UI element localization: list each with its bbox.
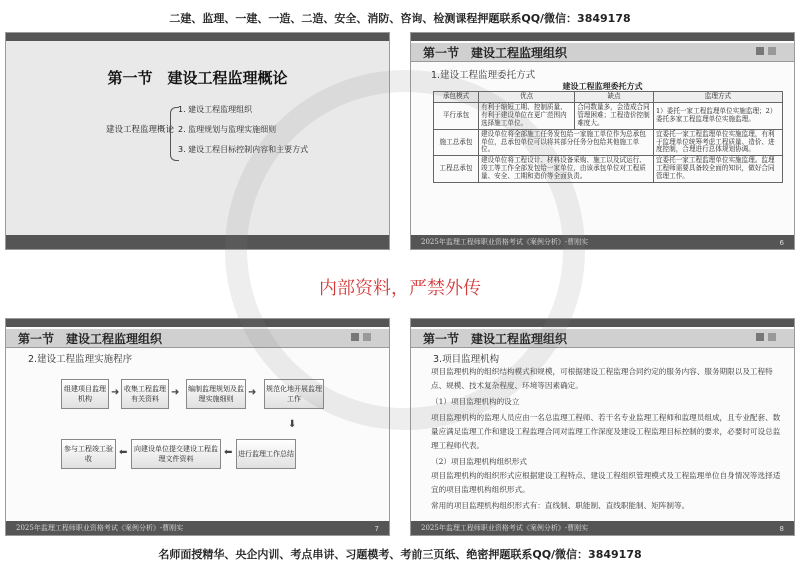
subtitle: 1.建设工程监理委托方式 [431,70,536,81]
slide-footer: 2025年监理工程师职业资格考试《案例分析》-曹刚实 [421,238,589,246]
flow-step: 进行监理工作总结 [236,439,296,469]
table-cell: 建设单位将工程设计、材料设备采购、施工以及试运行、竣工等工作全部发包给一家单位，由该承包单位对工程质量、安全、工期和造价等全面负责。 [479,156,654,183]
table-caption: 建设工程监理委托方式 [562,82,643,91]
table-cell: 宜委托一家工程监理单位实施监理，有利于监理单位统筹考虑工程质量、造价、进度控制，合理进行总体规划协调。 [653,129,782,156]
section-title: 第一节 建设工程监理组织 [18,332,163,346]
section-title: 第一节 建设工程监理组织 [423,46,568,60]
slide-top-band [411,319,794,327]
table-header: 承包模式 [434,92,479,103]
page-number: 7 [374,525,379,533]
paragraph: （2）项目监理机构组织形式 [431,457,527,466]
decor-square [756,333,764,341]
section-header [6,329,389,348]
table-cell: 有利于缩短工期、控制质量、有利于建设单位在更广范围内选择施工单位。 [479,102,575,129]
decor-square [768,333,776,341]
section-header [411,43,794,62]
footer-banner: 名师面授精华、央企内训、考点串讲、习题模考、考前三页纸、绝密押题联系QQ/微信：3849178 [158,548,642,561]
flow-step: 组建项目监理机构 [61,379,109,409]
topic-item: 2. 监理规划与监理实施细则 [178,125,277,134]
paragraph: 常用的项目监理机构组织形式有：直线制、职能制、直线职能制、矩阵制等。 [431,501,690,510]
slide-top-band [6,33,389,41]
commission-table [433,91,783,183]
table-cell: 合同数量多，会造成合同管理困难；工程造价控制难度大。 [575,102,654,129]
subtitle: 2.建设工程监理实施程序 [28,354,133,365]
table-header: 优点 [479,92,575,103]
flow-step: 规范化地开展监理工作 [264,379,324,409]
paragraph: 项目监理机构的组织结构模式和规模，可根据建设工程监理合同约定的服务内容、服务期限以及工程特点、规模、技术复杂程度、环境等因素确定。 [431,367,773,390]
table-row [434,102,783,129]
slide-footer: 2025年监理工程师职业资格考试《案例分析》-曹刚实 [16,524,184,532]
table-cell: 平行承包 [434,102,479,129]
decor-square [756,47,764,55]
paragraph: 项目监理机构的组织形式应根据建设工程特点、建设工程组织管理模式及工程监理单位自身情况等选择适宜的项目监理机构组织形式。 [431,471,781,494]
slide-bottom-band [6,235,389,249]
confidential-notice: 内部资料，严禁外传 [319,278,481,299]
slide-title: 第一节 建设工程监理概论 [107,69,288,87]
table-header: 监理方式 [653,92,782,103]
table-header: 缺点 [575,92,654,103]
subtitle: 3.项目监理机构 [433,354,500,365]
topic-item: 3. 建设工程目标控制内容和主要方式 [178,145,309,154]
page-number: 8 [779,525,784,533]
page-number: 6 [779,239,784,247]
decor-square [768,47,776,55]
decor-square [351,333,359,341]
table-header-row [434,92,783,103]
slide-4 [410,318,795,536]
slide-footer: 2025年监理工程师职业资格考试《案例分析》-曹刚实 [421,524,589,532]
arrow-right-icon: ➜ [171,387,180,398]
table-row [434,156,783,183]
arrow-left-icon: ⬅ [119,447,128,458]
flow-step: 收集工程监理有关资料 [121,379,169,409]
topic-label: 建设工程监理概论 [106,125,175,135]
slide-top-band [6,319,389,327]
flow-step: 参与工程竣工验收 [61,439,116,469]
section-header [411,329,794,348]
flow-step: 向建设单位提交建设工程监理文件资料 [131,439,221,469]
table-cell: 工程总承包 [434,156,479,183]
decor-square [363,333,371,341]
section-title: 第一节 建设工程监理组织 [423,332,568,346]
table-cell: 1）委托一家工程监理单位实施监理；2）委托多家工程监理单位实施监理。 [653,102,782,129]
table-row [434,129,783,156]
table-cell: 宜委托一家工程监理单位实施监理。监理工程师需要具备较全面的知识，做好合同管理工作。 [653,156,782,183]
paragraph: （1）项目监理机构的设立 [431,397,520,406]
arrow-left-icon: ⬅ [224,447,233,458]
slide-3 [5,318,390,536]
slide-2 [410,32,795,250]
slide-1 [5,32,390,250]
table-cell: 施工总承包 [434,129,479,156]
slide-top-band [411,33,794,41]
paragraph: 项目监理机构的监理人员应由一名总监理工程师、若干名专业监理工程师和监理员组成，且专业配套、数量应满足监理工作和建设工程监理合同对监理工作深度及建设工程监理目标控制的要求，必要时可设总监理工程师代表。 [431,413,781,450]
flow-step: 编制监理规划及监理实施细则 [186,379,246,409]
table-cell: 建设单位将全部施工任务发包给一家施工单位作为总承包单位，总承包单位可以将其部分任务分包给其他施工单位。 [479,129,654,156]
arrow-right-icon: ➜ [111,387,120,398]
arrow-down-icon: ⬇ [288,419,297,430]
arrow-right-icon: ➜ [248,387,257,398]
header-banner: 二建、监理、一建、一造、二造、安全、消防、咨询、检测课程押题联系QQ/微信：3849178 [169,12,631,25]
topic-item: 1. 建设工程监理组织 [178,105,253,114]
